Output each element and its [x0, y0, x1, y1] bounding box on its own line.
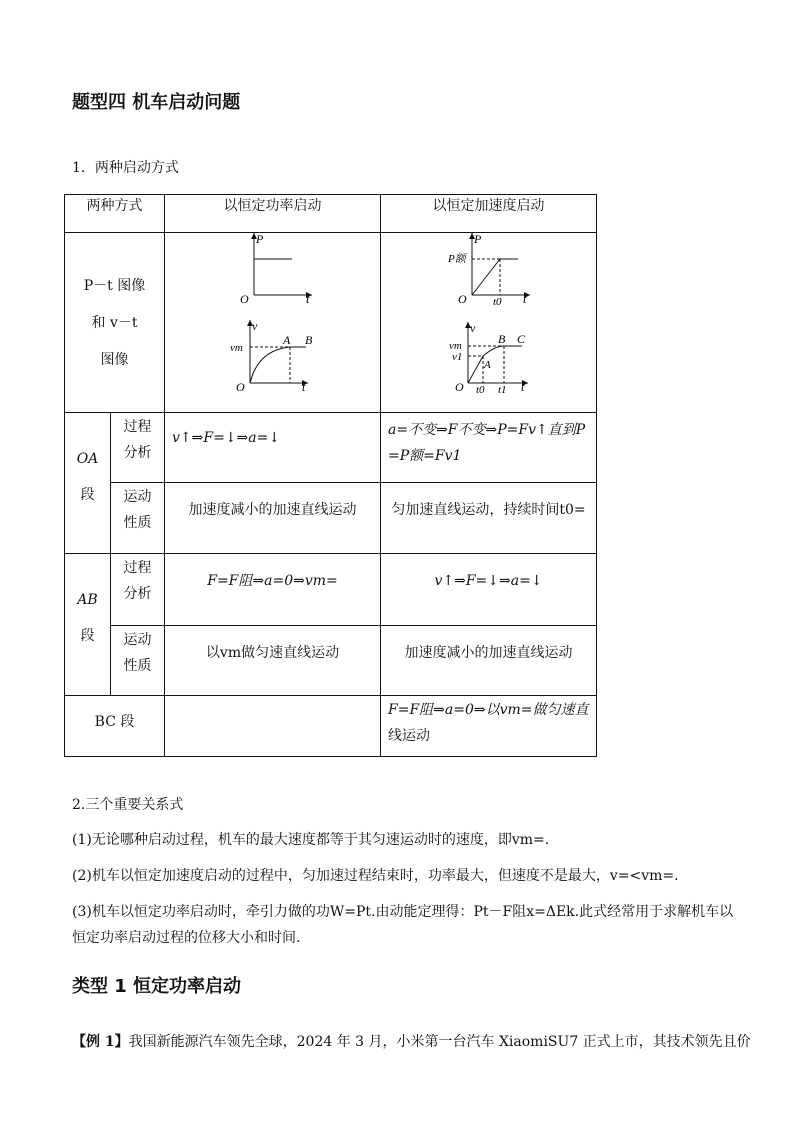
oa-nature-label-1: 运动 — [123, 489, 152, 505]
oa-process-ca-line1: a=不变⇒F不变⇒P=Fv↑直到P — [388, 422, 586, 438]
oa-process-ca-line2: =P额=Fv1 — [388, 448, 462, 464]
oa-process-label-2: 分析 — [123, 445, 152, 461]
oa-process-label — [111, 414, 164, 466]
header-methods: 两种方式 — [86, 198, 143, 214]
bc-ca-line1: F=F阻⇒a=0⇒以vm=做匀速直 — [388, 702, 589, 718]
vt-origin-label: O — [236, 380, 245, 394]
example-1 — [72, 1032, 751, 1052]
ab-nature-label — [111, 627, 164, 679]
ab-label: AB — [77, 592, 98, 608]
vt-axis-t-label: t — [302, 380, 306, 394]
bc-constant-acceleration — [388, 697, 589, 749]
bc-ca-line2: 线运动 — [388, 728, 430, 744]
vt2-point-c-label: C — [517, 332, 526, 346]
graph-row-label-line1: P－t 图像 — [83, 278, 146, 294]
oa-nature-label-2: 性质 — [123, 515, 152, 531]
pt-origin-label: O — [240, 292, 249, 306]
pt2-t0-label: t0 — [493, 296, 502, 308]
oa-nature-constant-acceleration: 匀加速直线运动，持续时间t0= — [391, 502, 586, 518]
pt2-axis-t-label: t — [523, 292, 527, 306]
pt-axis-p-label: P — [256, 232, 264, 246]
oa-label: OA — [76, 451, 99, 467]
vt2-point-b-label: B — [498, 332, 506, 346]
vt2-vm-label: vm — [449, 340, 462, 352]
graph-row-label-line3: 图像 — [100, 352, 129, 368]
vt-vm-label: vm — [230, 342, 243, 354]
ab-nature-constant-power: 以vm做匀速直线运动 — [205, 645, 340, 661]
pt2-axis-p-label: P — [474, 232, 482, 246]
oa-process-constant-power: v↑⇒F=↓⇒a=↓ — [172, 430, 281, 446]
vt-graph-constant-power — [250, 320, 308, 383]
relation-1: (1)无论哪种启动过程，机车的最大速度都等于其匀速运动时的速度，即vm=. — [72, 832, 550, 848]
relation-3-line1: (3)机车以恒定功率启动时，牵引力做的功W=Pt.由动能定理得：Pt－F阻x=ΔEk.此式经常用于求解机车以 — [72, 904, 734, 920]
relation-2: (2)机车以恒定加速度启动的过程中，匀加速过程结束时，功率最大，但速度不是最大，v=<vm=. — [72, 868, 679, 884]
oa-nature-label — [111, 484, 164, 536]
vt2-t1-label: t1 — [498, 384, 507, 396]
bc-label: BC 段 — [94, 714, 135, 730]
ab-nature-label-1: 运动 — [123, 632, 152, 648]
vt2-origin-label: O — [455, 380, 464, 394]
ab-process-constant-acceleration: v↑⇒F=↓⇒a=↓ — [434, 573, 543, 589]
ab-process-constant-power: F=F阻⇒a=0⇒vm= — [207, 573, 338, 589]
ab-process-label-2: 分析 — [123, 586, 152, 602]
pt-axis-t-label: t — [306, 292, 310, 306]
section1-title: 1．两种启动方式 — [72, 160, 179, 176]
pt2-origin-label: O — [458, 292, 467, 306]
oa-process-label-1: 过程 — [123, 419, 152, 435]
oa-nature-constant-power: 加速度减小的加速直线运动 — [188, 502, 357, 518]
vt-point-a-label: A — [283, 333, 291, 347]
vt-point-b-label: B — [305, 333, 313, 347]
graph-row-label-line2: 和 v－t — [91, 315, 138, 331]
vt2-axis-t-label: t — [521, 380, 525, 394]
vt2-point-a-label: A — [484, 359, 491, 371]
ab-process-label — [111, 555, 164, 607]
example-text: 我国新能源汽车领先全球，2024 年 3 月，小米第一台汽车 XiaomiSU7 正式上市，其技术领先且价 — [128, 1034, 751, 1050]
oa-process-constant-acceleration — [388, 417, 585, 469]
ab-label-suffix: 段 — [80, 628, 95, 644]
pt2-p-rated-label: P额 — [448, 253, 466, 265]
ab-process-label-1: 过程 — [123, 560, 152, 576]
vt2-axis-v-label: v — [470, 321, 476, 335]
header-constant-acceleration: 以恒定加速度启动 — [432, 198, 545, 214]
oa-label-suffix: 段 — [80, 487, 95, 503]
type1-heading: 类型 1 恒定功率启动 — [72, 976, 242, 997]
page-heading: 题型四 机车启动问题 — [72, 92, 241, 113]
header-constant-power: 以恒定功率启动 — [223, 198, 322, 214]
vt2-t0-label: t0 — [476, 384, 485, 396]
relation-3-line2: 恒定功率启动过程的位移大小和时间. — [72, 930, 301, 946]
section2-title: 2.三个重要关系式 — [72, 797, 184, 813]
ab-nature-constant-acceleration: 加速度减小的加速直线运动 — [404, 645, 573, 661]
ab-nature-label-2: 性质 — [123, 658, 152, 674]
example-tag: 【例 1】 — [72, 1034, 129, 1050]
vt-axis-v-label: v — [252, 319, 258, 333]
vt2-v1-label: v1 — [452, 351, 463, 363]
